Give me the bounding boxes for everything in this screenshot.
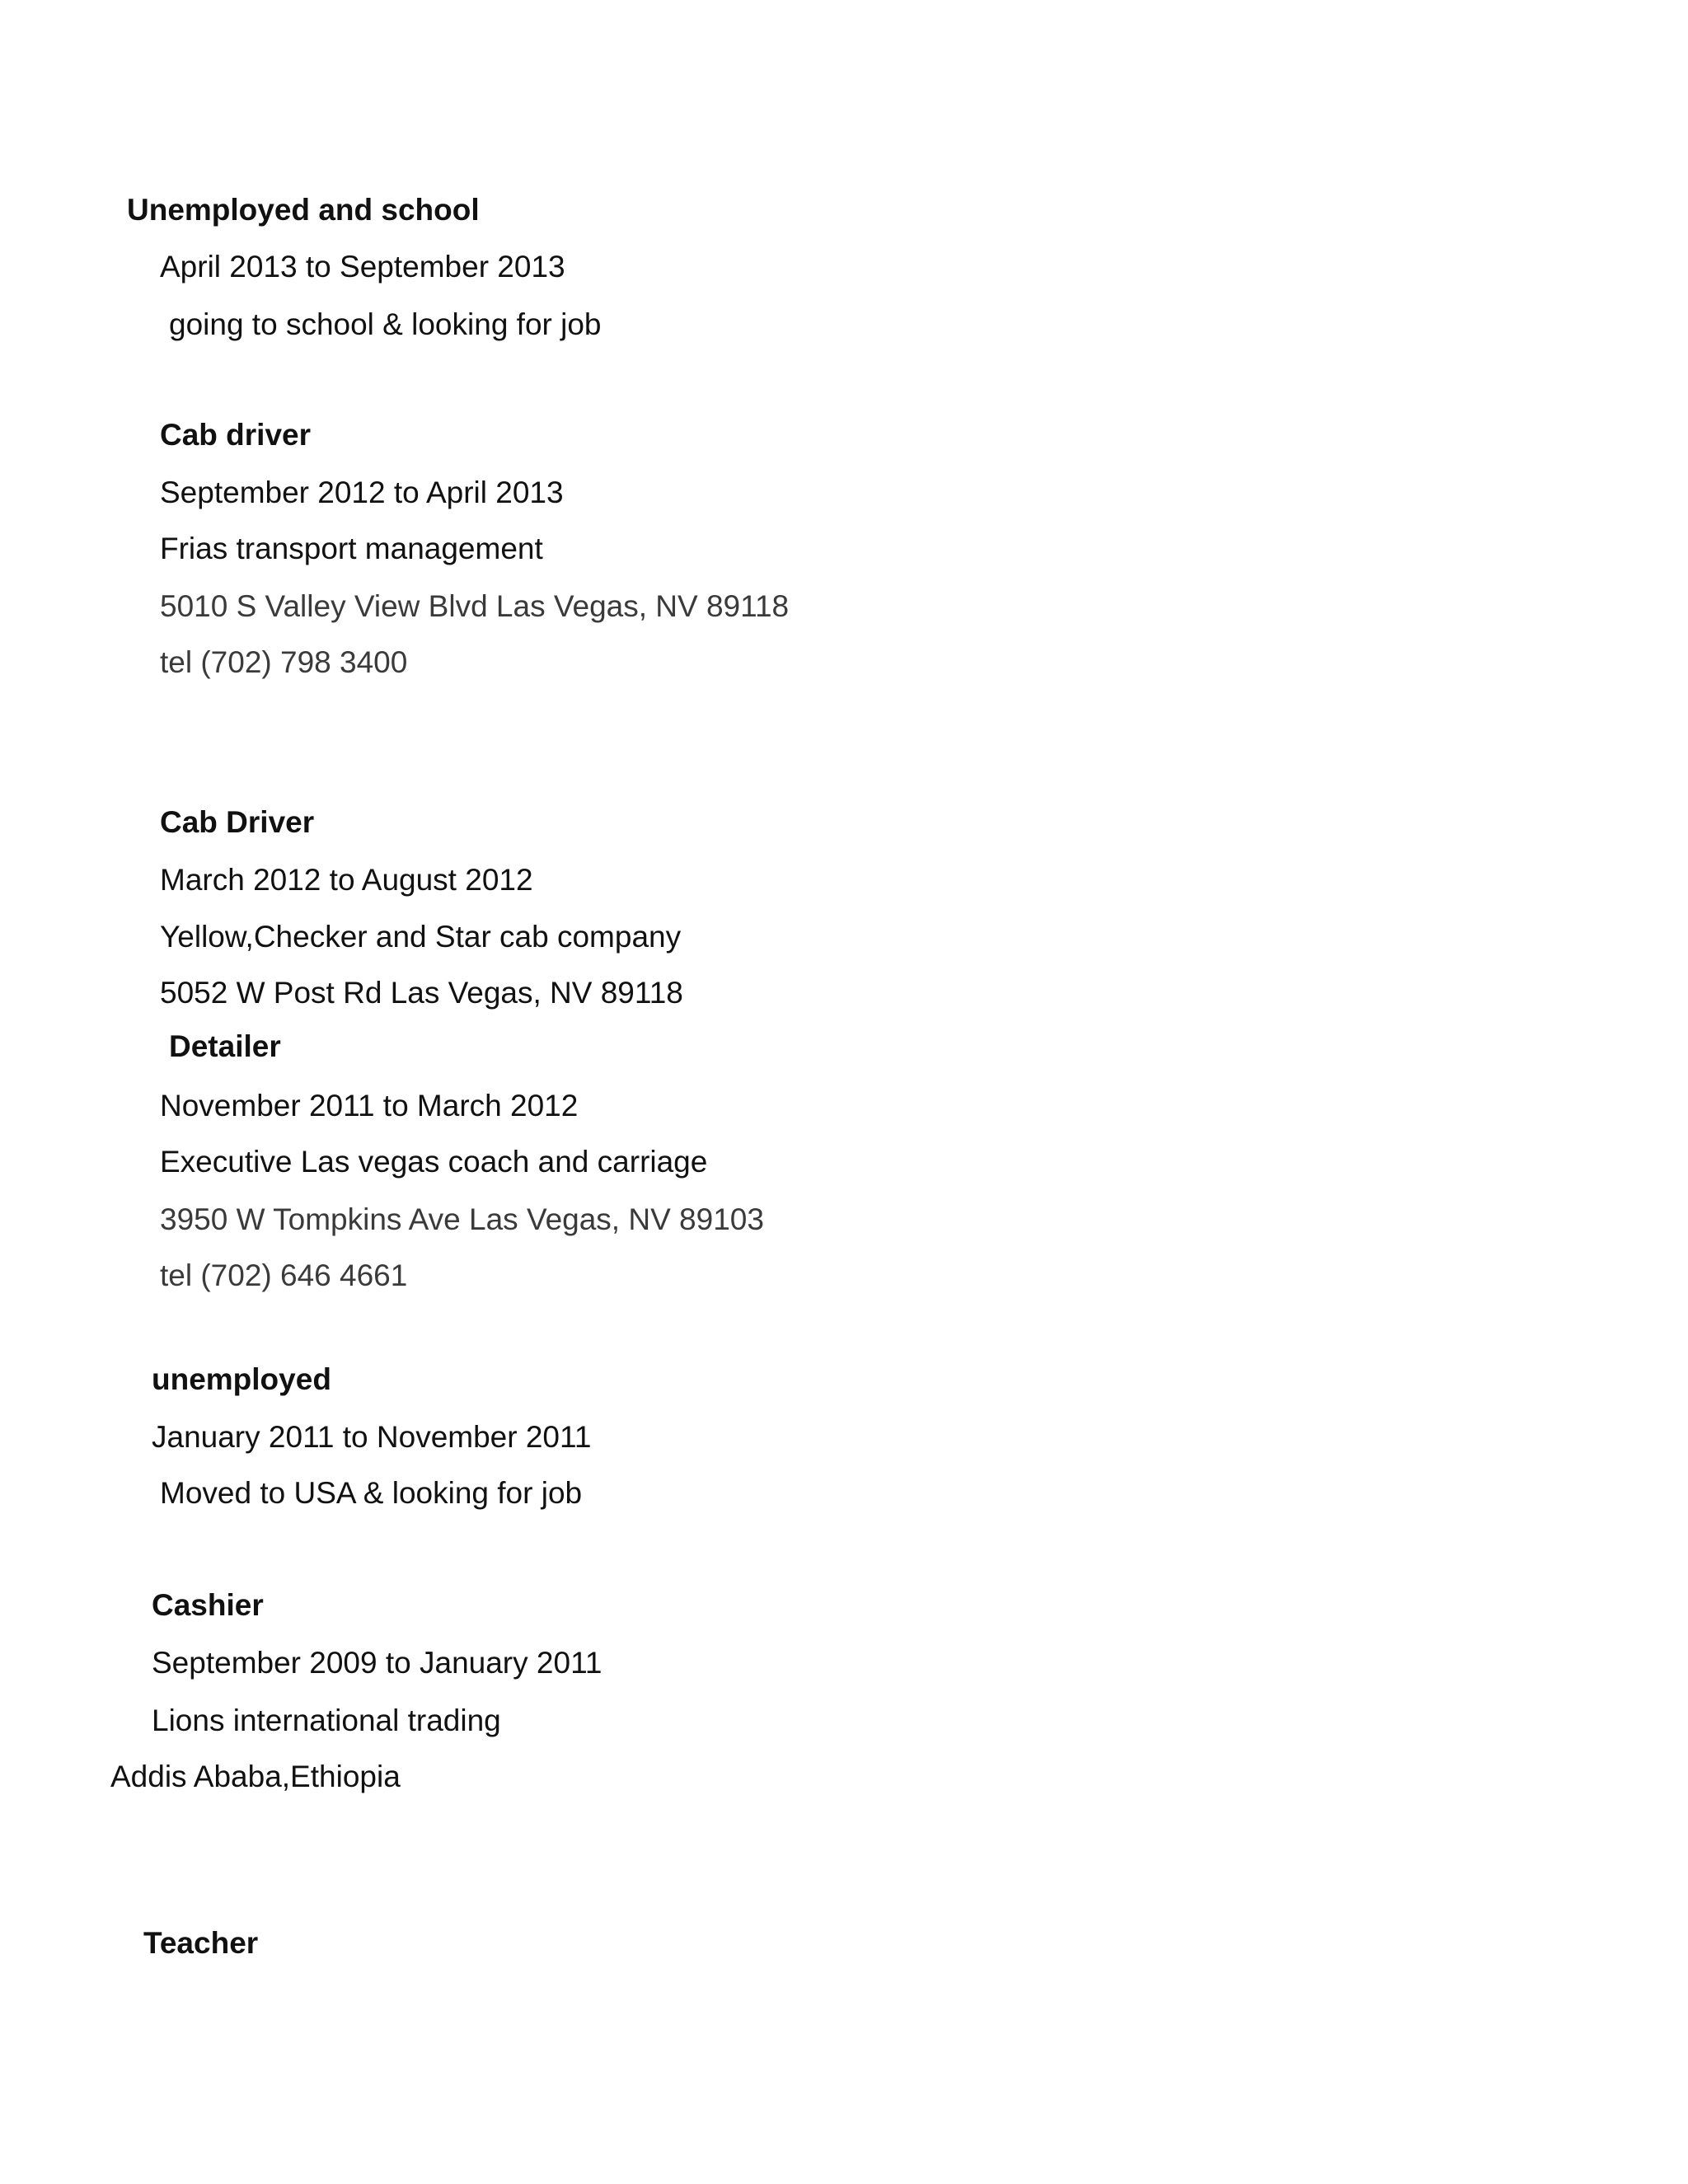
job-dates: April 2013 to September 2013 — [160, 250, 565, 284]
employer-phone: tel (702) 646 4661 — [160, 1258, 408, 1292]
employer-name: Executive Las vegas coach and carriage — [160, 1145, 708, 1179]
employer-phone: tel (702) 798 3400 — [160, 645, 408, 679]
job-title: Detailer — [169, 1029, 281, 1063]
employer-name: Yellow,Checker and Star cab company — [160, 920, 682, 954]
job-title: Cab Driver — [160, 805, 315, 839]
job-title: Teacher — [143, 1926, 259, 1960]
job-dates: September 2009 to January 2011 — [152, 1646, 603, 1680]
employer-name: Frias transport management — [160, 532, 543, 565]
job-title: Cashier — [152, 1588, 264, 1622]
job-dates: September 2012 to April 2013 — [160, 476, 564, 509]
job-description: Moved to USA & looking for job — [160, 1476, 583, 1510]
employer-location: Addis Ababa,Ethiopia — [110, 1760, 401, 1793]
job-dates: November 2011 to March 2012 — [160, 1089, 579, 1122]
employer-address: 3950 W Tompkins Ave Las Vegas, NV 89103 — [160, 1202, 764, 1236]
employer-name: Lions international trading — [152, 1704, 501, 1737]
job-dates: March 2012 to August 2012 — [160, 863, 533, 897]
job-title: Cab driver — [160, 418, 312, 452]
employer-address: 5010 S Valley View Blvd Las Vegas, NV 89118 — [160, 589, 790, 623]
employer-address: 5052 W Post Rd Las Vegas, NV 89118 — [160, 976, 683, 1010]
job-title: unemployed — [152, 1362, 331, 1396]
job-dates: January 2011 to November 2011 — [152, 1420, 592, 1454]
job-description: going to school & looking for job — [169, 307, 602, 341]
job-title: Unemployed and school — [127, 193, 480, 227]
